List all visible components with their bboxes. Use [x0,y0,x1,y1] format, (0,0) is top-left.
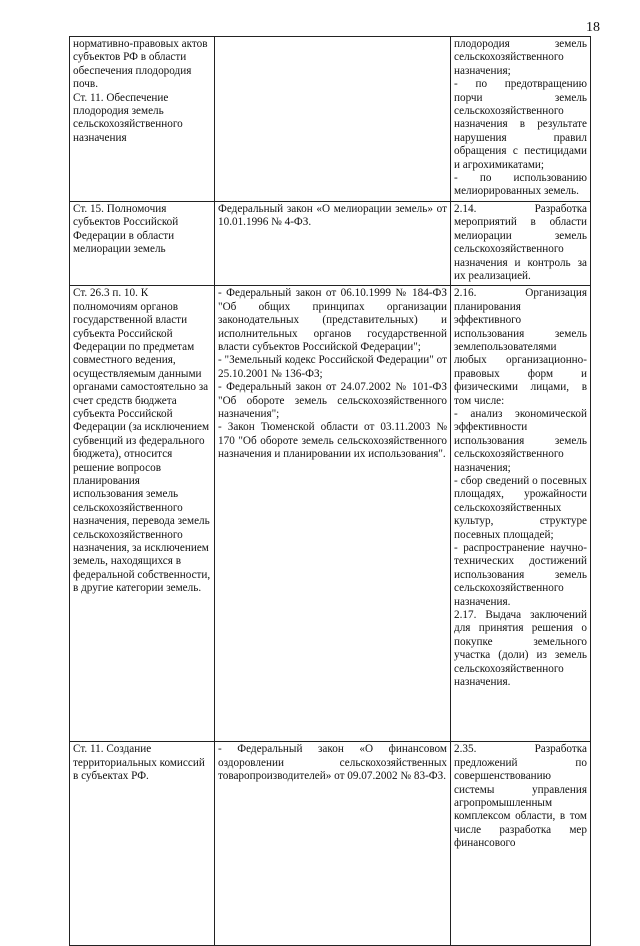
function-text: - распространение научно-технических достижений использования земель сельскохозяйственного назначения. [454,542,587,608]
article-cell [70,286,215,742]
law-cell [215,37,451,202]
function-text: плодородия земель сельскохозяйственного назначения; [454,38,587,77]
article-text: Ст. 11. Создание территориальных комиссий в субъектах РФ. [73,743,205,783]
article-text: Ст. 26.3 п. 10. К полномочиям органов государственной власти субъекта Российской Федерации по предметам совместного ведения, осуществляемым данными органами самостоятельно за счет средств бюджета субъекта Российской Федерации (за исключением субвенций из федерального бюджета), относится решение вопросов планирования использования земель сельскохозяйственного назначения, перевода земель сельскохозяйственного назначения, за исключением земель, находящихся в федеральной собственности, в другие категории земель. [73,287,211,595]
article-text: Ст. 15. Полномочия субъектов Российской Федерации в области мелиорации земель [73,202,179,256]
law-cell [215,742,451,946]
function-text: 2.14. Разработка мероприятий в области мелиорации земель сельскохозяйственного назначения и контроль за их реализацией. [454,202,587,282]
function-cell [451,37,591,202]
law-text: - "Земельный кодекс Российской Федерации" от 25.10.2001 № 136-ФЗ; [218,354,447,380]
function-text: 2.16. Организация планирования эффективного использования земель землепользователями любых организационно-правовых форм и физическими лицами, в том числе: [454,287,587,407]
table-row [70,201,591,285]
law-table [69,36,591,946]
law-text: - Закон Тюменской области от 03.11.2003 № 170 "Об обороте земель сельскохозяйственного назначения и планировании их использования". [218,421,447,461]
function-text: - сбор сведений о посевных площадях, урожайности сельскохозяйственных культур, структуре посевных площадей; [454,475,587,541]
function-text: 2.17. Выдача заключений для принятия решения о покупке земельного участка (доли) из земель сельскохозяйственного назначения. [454,609,587,689]
article-cell [70,201,215,285]
law-text: - Федеральный закон «О финансовом оздоровлении сельскохозяйственных товаропроизводителей» от 09.07.2002 № 83-ФЗ. [218,743,447,783]
article-cell [70,742,215,946]
table-row [70,286,591,742]
function-text: - по использованию мелиорированных земель. [454,172,587,198]
function-text: - по предотвращению порчи земель сельскохозяйственного назначения в результате нарушения правил обращения с пестицидами и агрохимикатами; [454,78,587,171]
function-text: 2.35. Разработка предложений по совершенствованию системы управления агропромышленным комплексом области, в том числе разработка мер финансового [454,743,587,850]
law-text: - Федеральный закон от 24.07.2002 № 101-ФЗ "Об обороте земель сельскохозяйственного назначения"; [218,381,447,420]
table-row [70,742,591,946]
article-text: нормативно-правовых актов субъектов РФ в области обеспечения плодородия почв. [73,38,208,91]
function-text: - анализ экономической эффективности использования земель сельскохозяйственного назначения; [454,407,587,474]
article-text: Ст. 11. Обеспечение плодородия земель сельскохозяйственного назначения [73,91,183,144]
law-cell [215,201,451,285]
law-cell [215,286,451,742]
table-row [70,37,591,202]
article-cell [70,37,215,202]
function-cell [451,742,591,946]
function-cell [451,201,591,285]
law-text: Федеральный закон «О мелиорации земель» от 10.01.1996 № 4-ФЗ. [218,202,447,229]
page-number: 18 [586,20,600,35]
law-text: - Федеральный закон от 06.10.1999 № 184-ФЗ "Об общих принципах организации законодательных (представительных) и исполнительных органов государственной власти субъектов Российской Федерации"; [218,287,447,353]
function-cell [451,286,591,742]
